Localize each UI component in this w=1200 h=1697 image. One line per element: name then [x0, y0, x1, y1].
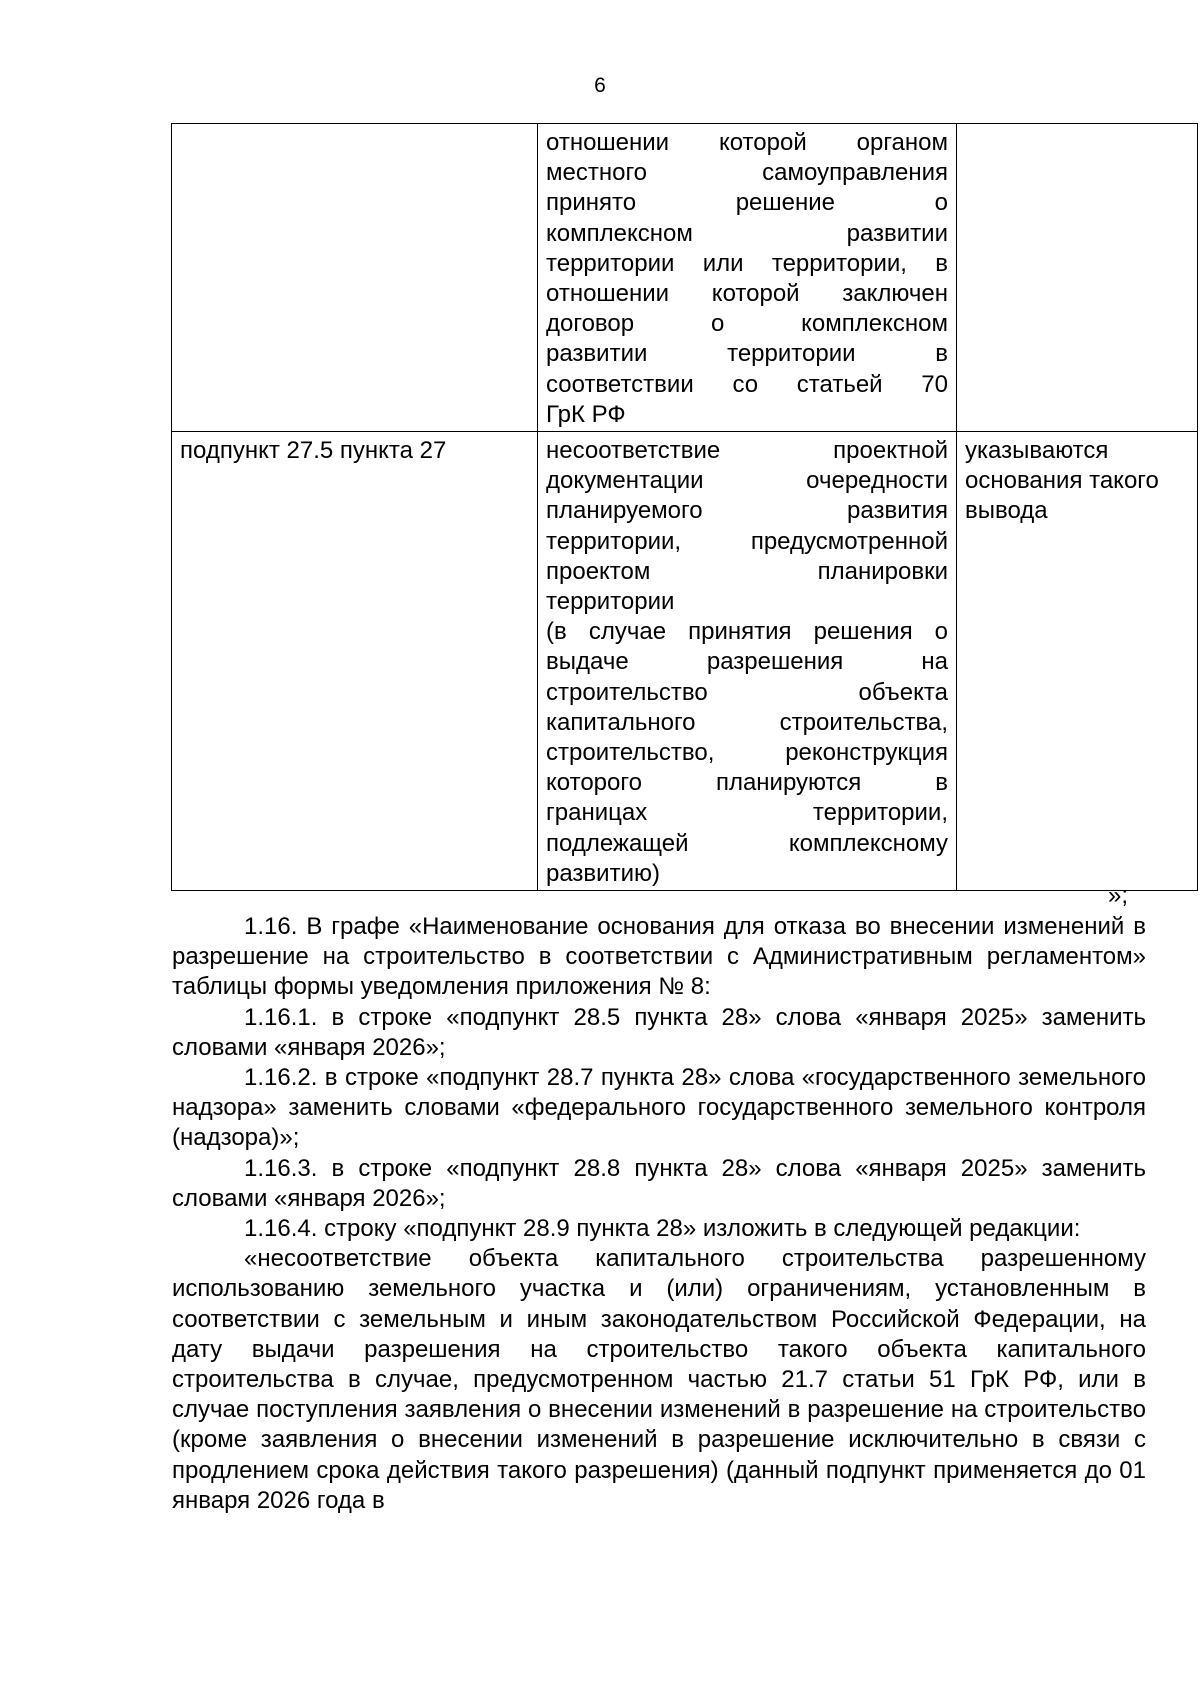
cell-line: территории	[546, 588, 675, 616]
cell-line: документации очередности	[546, 467, 948, 495]
paragraph: 1.16.1. в строке «подпункт 28.5 пункта 28» слова «января 2025» заменить словами «января 2026»;	[172, 1003, 1146, 1061]
table-row	[172, 432, 1198, 891]
cell-line: планируемого развития	[546, 497, 948, 525]
cell-line: территории или территории, в	[546, 249, 948, 277]
table-row	[172, 124, 1198, 432]
paragraph: 1.16.4. строку «подпункт 28.9 пункта 28» изложить в следующей редакции:	[244, 1215, 1081, 1243]
document-body	[172, 912, 1146, 1516]
cell-line: капитального строительства,	[546, 708, 948, 736]
cell-line: несоответствие проектной	[546, 437, 948, 465]
cell-line: выдаче разрешения на	[546, 648, 948, 676]
table-cell-ground	[538, 432, 957, 891]
cell-line: которого планируются в	[546, 769, 948, 797]
cell-line: проектом планировки	[546, 557, 948, 585]
cell-line: соответствии со статьей 70	[546, 370, 948, 398]
paragraph: 1.16. В графе «Наименование основания для отказа во внесении изменений в разрешение на строительство в соответствии с Административным регламентом» таблицы формы уведомления приложения № 8:	[172, 913, 1146, 1001]
table-cell-explanation: указываются основания такого вывода	[957, 432, 1198, 891]
grounds-table	[171, 123, 1198, 891]
cell-line: принято решение о	[546, 189, 948, 217]
cell-line: строительство объекта	[546, 678, 948, 706]
paragraph: 1.16.3. в строке «подпункт 28.8 пункта 28» слова «января 2025» заменить словами «января 2026»;	[172, 1154, 1146, 1212]
cell-line: развитию)	[546, 859, 660, 887]
cell-line: территории, предусмотренной	[546, 527, 948, 555]
cell-line: развитии территории в	[546, 340, 948, 368]
cell-line: строительство, реконструкция	[546, 739, 948, 767]
closing-quote: »;	[1108, 882, 1129, 909]
cell-line: договор о комплексном	[546, 310, 948, 338]
table-cell-ground	[538, 124, 957, 432]
cell-line: (в случае принятия решения о	[546, 618, 948, 646]
cell-line: ГрК РФ	[546, 400, 626, 428]
cell-line: отношении которой заключен	[546, 280, 948, 308]
cell-line: местного самоуправления	[546, 159, 948, 187]
cell-line: отношении которой органом	[546, 129, 948, 156]
cell-line: комплексном развитии	[546, 219, 948, 247]
paragraph: 1.16.2. в строке «подпункт 28.7 пункта 28» слова «государственного земельного надзора» заменить словами «федерального государственного земельного контроля (надзора)»;	[172, 1064, 1146, 1152]
table-cell-clause	[172, 124, 538, 432]
cell-line: подлежащей комплексному	[546, 829, 948, 857]
cell-line: границах территории,	[546, 799, 948, 827]
page-number: 6	[594, 74, 606, 97]
paragraph: «несоответствие объекта капитального строительства разрешенному использованию земельного участка и (или) ограничениям, установленным в соответствии с земельным и иным законодательством Российской Федерации, на дату выдачи разрешения на строительство такого объекта капитального строительства в случае, предусмотренном частью 21.7 статьи 51 ГрК РФ, или в случае поступления заявления о внесении изменений в разрешение на строительство (кроме заявления о внесении изменений в разрешение исключительно в связи с продлением срока действия такого разрешения) (данный подпункт применяется до 01 января 2026 года в	[172, 1245, 1146, 1514]
table-cell-clause: подпункт 27.5 пункта 27	[172, 432, 538, 891]
table-cell-explanation	[957, 124, 1198, 432]
